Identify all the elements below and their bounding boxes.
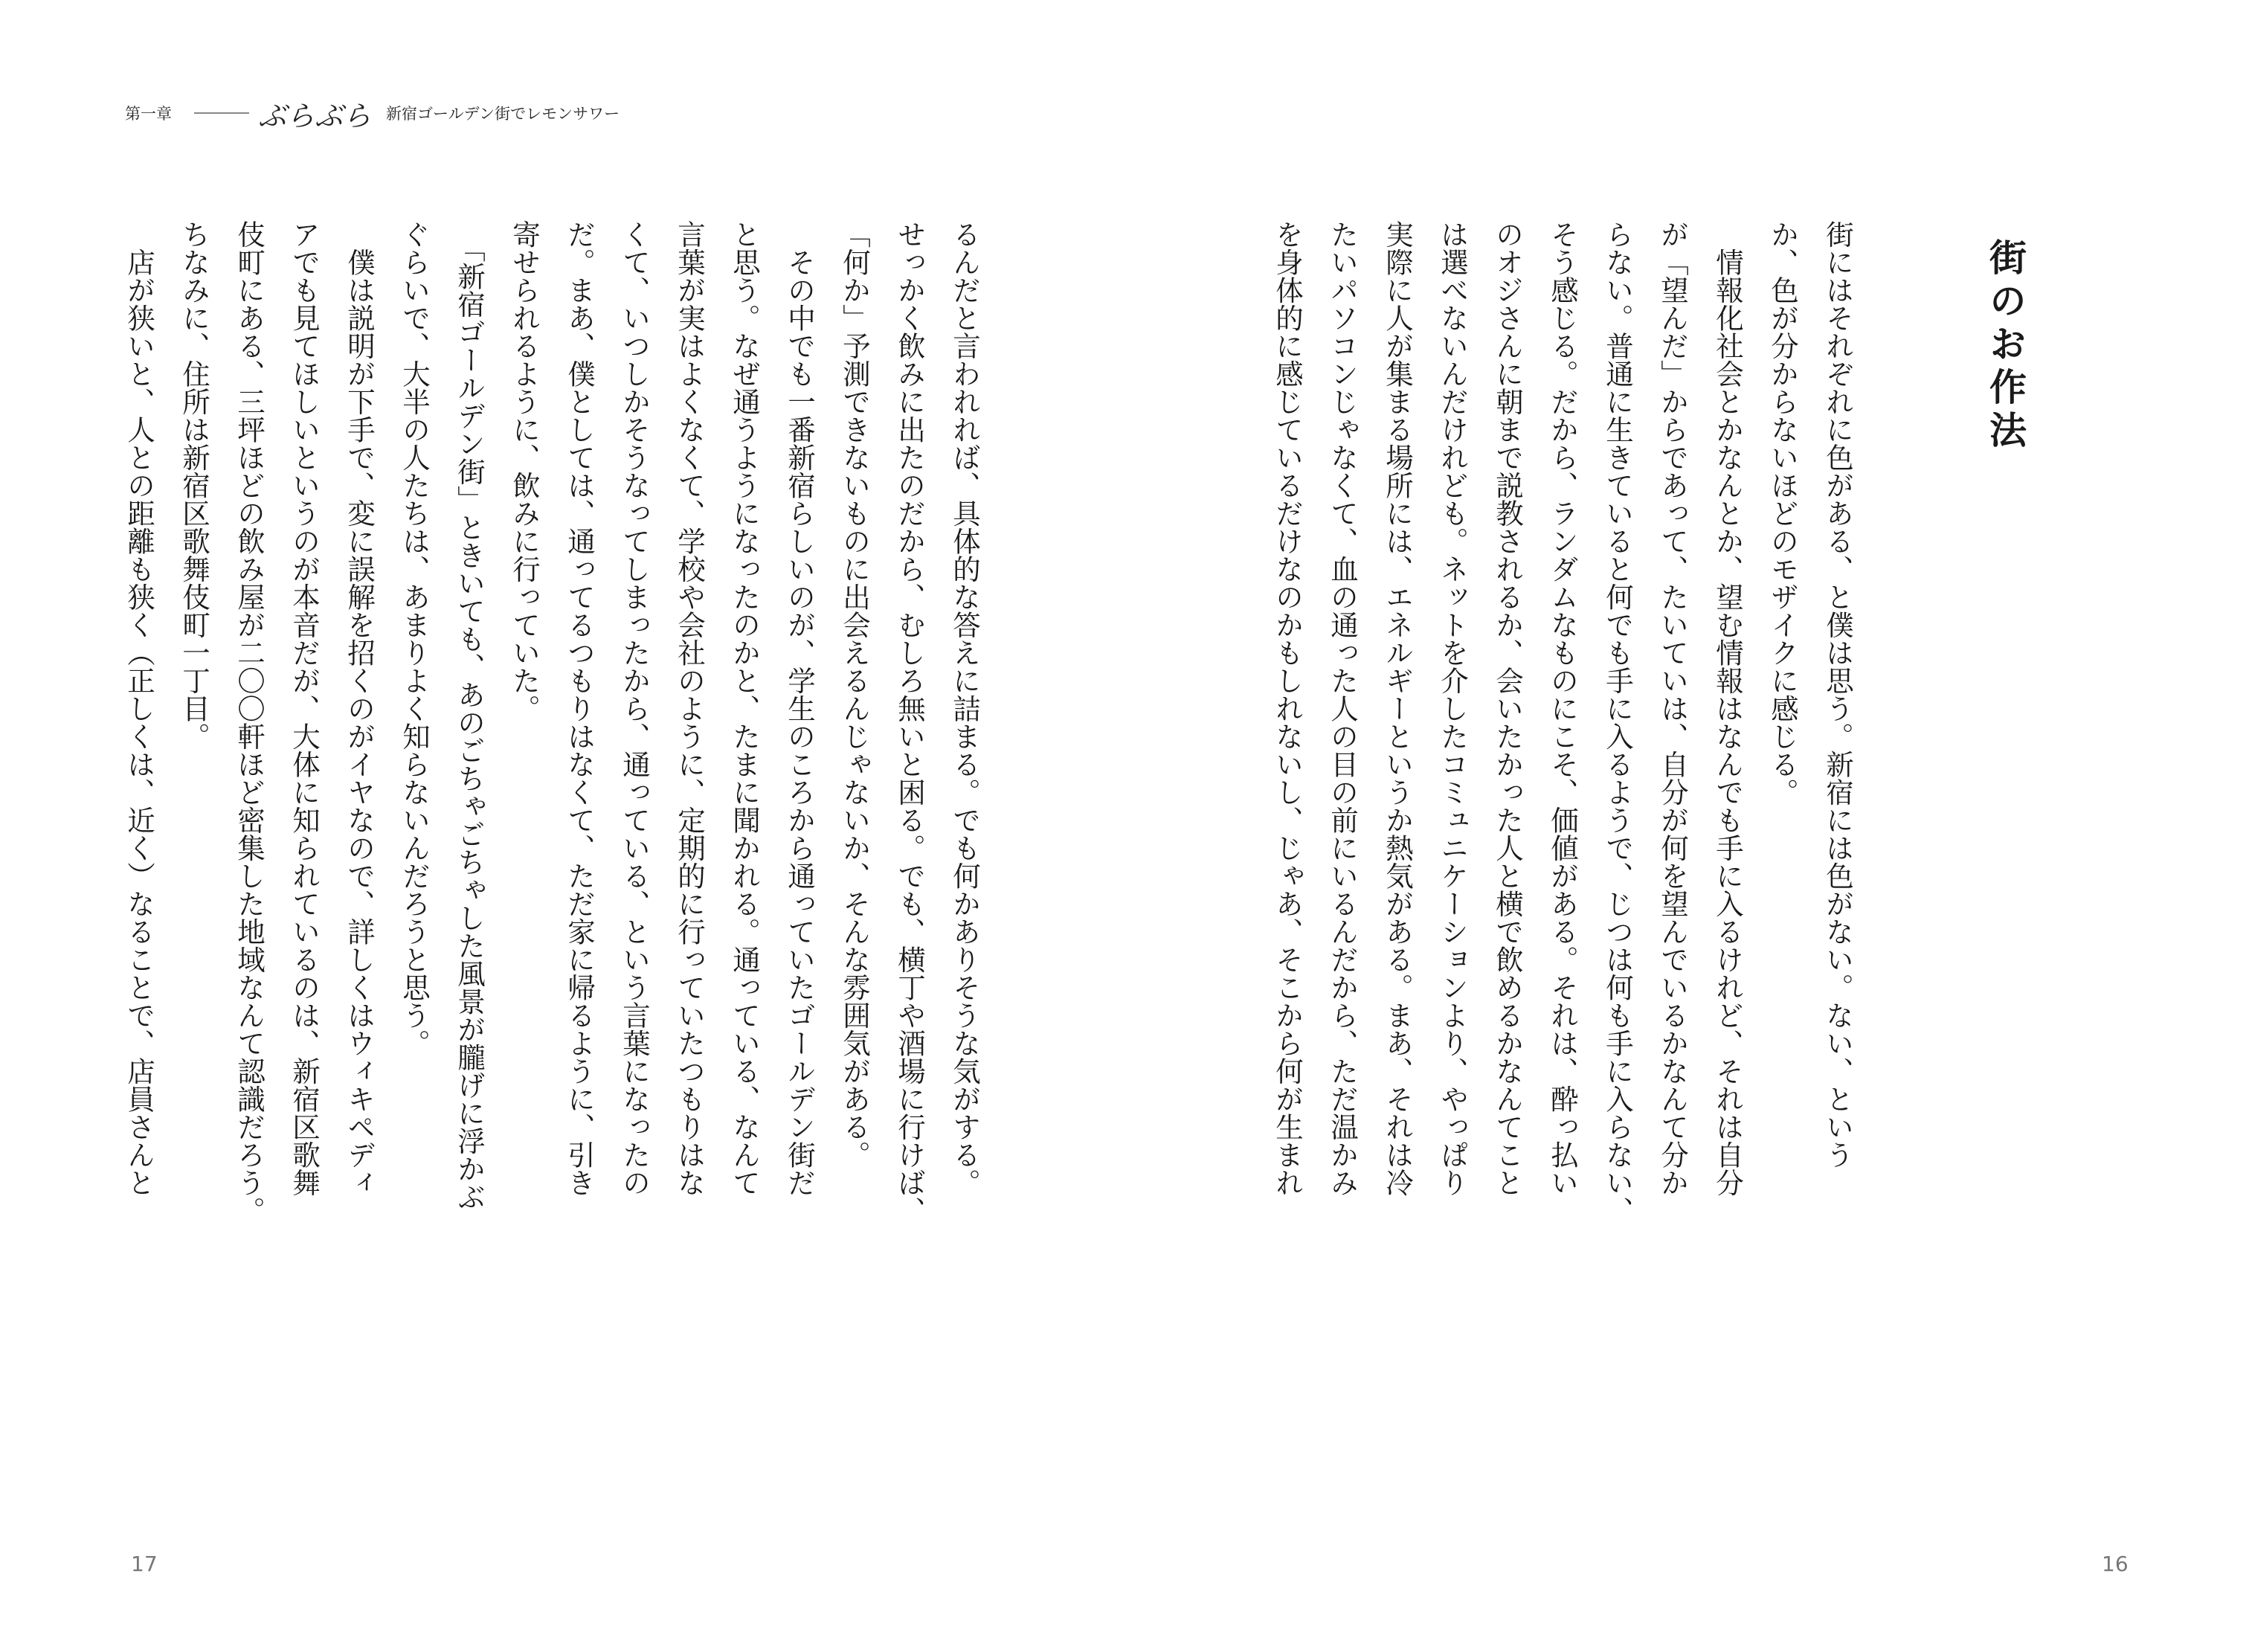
text-column: 実際に人が集まる場所には、エネルギーというか熱気がある。まあ、それは冷 — [1381, 220, 1414, 1197]
text-column: 店が狭いと、人との距離も狭く（正しくは、近く）なることで、店員さんと — [123, 220, 155, 1197]
text-column: は選べないんだけれども。ネットを介したコミュニケーションより、やっぱり — [1436, 220, 1469, 1197]
text-column: アでも見てほしいというのが本音だが、大体に知られているのは、新宿区歌舞 — [288, 220, 321, 1197]
text-column: くて、いつしかそうなってしまったから、通っている、という言葉になったの — [618, 220, 651, 1197]
text-column: そう感じる。だから、ランダムなものにこそ、価値がある。それは、酔っ払い — [1546, 220, 1579, 1197]
text-column: 言葉が実はよくなくて、学校や会社のように、定期的に行っていたつもりはな — [673, 220, 706, 1197]
text-column: と思う。なぜ通うようになったのかと、たまに聞かれる。通っている、なんて — [728, 220, 761, 1197]
text-column: 寄せられるように、飲みに行っていた。 — [508, 220, 541, 722]
text-column: 僕は説明が下手で、変に誤解を招くのがイヤなので、詳しくはウィキペディ — [343, 220, 376, 1197]
text-column: 「新宿ゴールデン街」ときいても、あのごちゃごちゃした風景が朧げに浮かぶ — [453, 220, 486, 1211]
page-number-right: 16 — [2102, 1552, 2129, 1576]
page-number-left: 17 — [131, 1552, 158, 1576]
section-title: 街のお作法 — [1983, 238, 2027, 454]
left-page-body — [112, 220, 992, 1381]
text-column: のオジさんに朝まで説教されるか、会いたかった人と横で飲めるかなんてこと — [1491, 220, 1524, 1197]
text-column: ちなみに、住所は新宿区歌舞伎町一丁目。 — [178, 220, 210, 751]
text-column: せっかく飲みに出たのだから、むしろ無いと困る。でも、横丁や酒場に行けば、 — [893, 220, 926, 1224]
text-column: たいパソコンじゃなくて、血の通った人の目の前にいるんだから、ただ温かみ — [1326, 220, 1359, 1197]
text-column: 伎町にある、三坪ほどの飲み屋が二〇〇軒ほど密集した地域なんて認識だろう。 — [233, 220, 266, 1224]
header-dash-rule — [194, 112, 249, 114]
text-column: が「望んだ」からであって、たいていは、自分が何を望んでいるかなんて分か — [1656, 220, 1689, 1197]
right-page-body — [1260, 220, 1865, 1381]
text-column: らない。普通に生きていると何でも手に入るようで、じつは何も手に入らない、 — [1601, 220, 1634, 1224]
text-column: ぐらいで、大半の人たちは、あまりよく知らないんだろうと思う。 — [398, 220, 431, 1057]
running-header — [125, 98, 620, 132]
text-column: 街にはそれぞれに色がある、と僕は思う。新宿には色がない。ない、という — [1821, 220, 1854, 1169]
chapter-label: 第一章 — [125, 105, 172, 123]
text-column: その中でも一番新宿らしいのが、学生のころから通っていたゴールデン街だ — [783, 220, 816, 1197]
text-column: 情報化社会とかなんとか、望む情報はなんでも手に入るけれど、それは自分 — [1711, 220, 1744, 1197]
text-column: か、色が分からないほどのモザイクに感じる。 — [1766, 220, 1799, 806]
text-column: 「何か」予測できないものに出会えるんじゃないか、そんな雰囲気がある。 — [838, 220, 871, 1169]
text-column: るんだと言われれば、具体的な答えに詰まる。でも何かありそうな気がする。 — [948, 220, 981, 1197]
text-column: を身体的に感じているだけなのかもしれないし、じゃあ、そこから何が生まれ — [1271, 220, 1304, 1197]
series-title: ぶらぶら — [258, 99, 372, 132]
chapter-subtitle: 新宿ゴールデン街でレモンサワー — [386, 105, 620, 123]
text-column: だ。まあ、僕としては、通ってるつもりはなくて、ただ家に帰るように、引き — [563, 220, 596, 1197]
